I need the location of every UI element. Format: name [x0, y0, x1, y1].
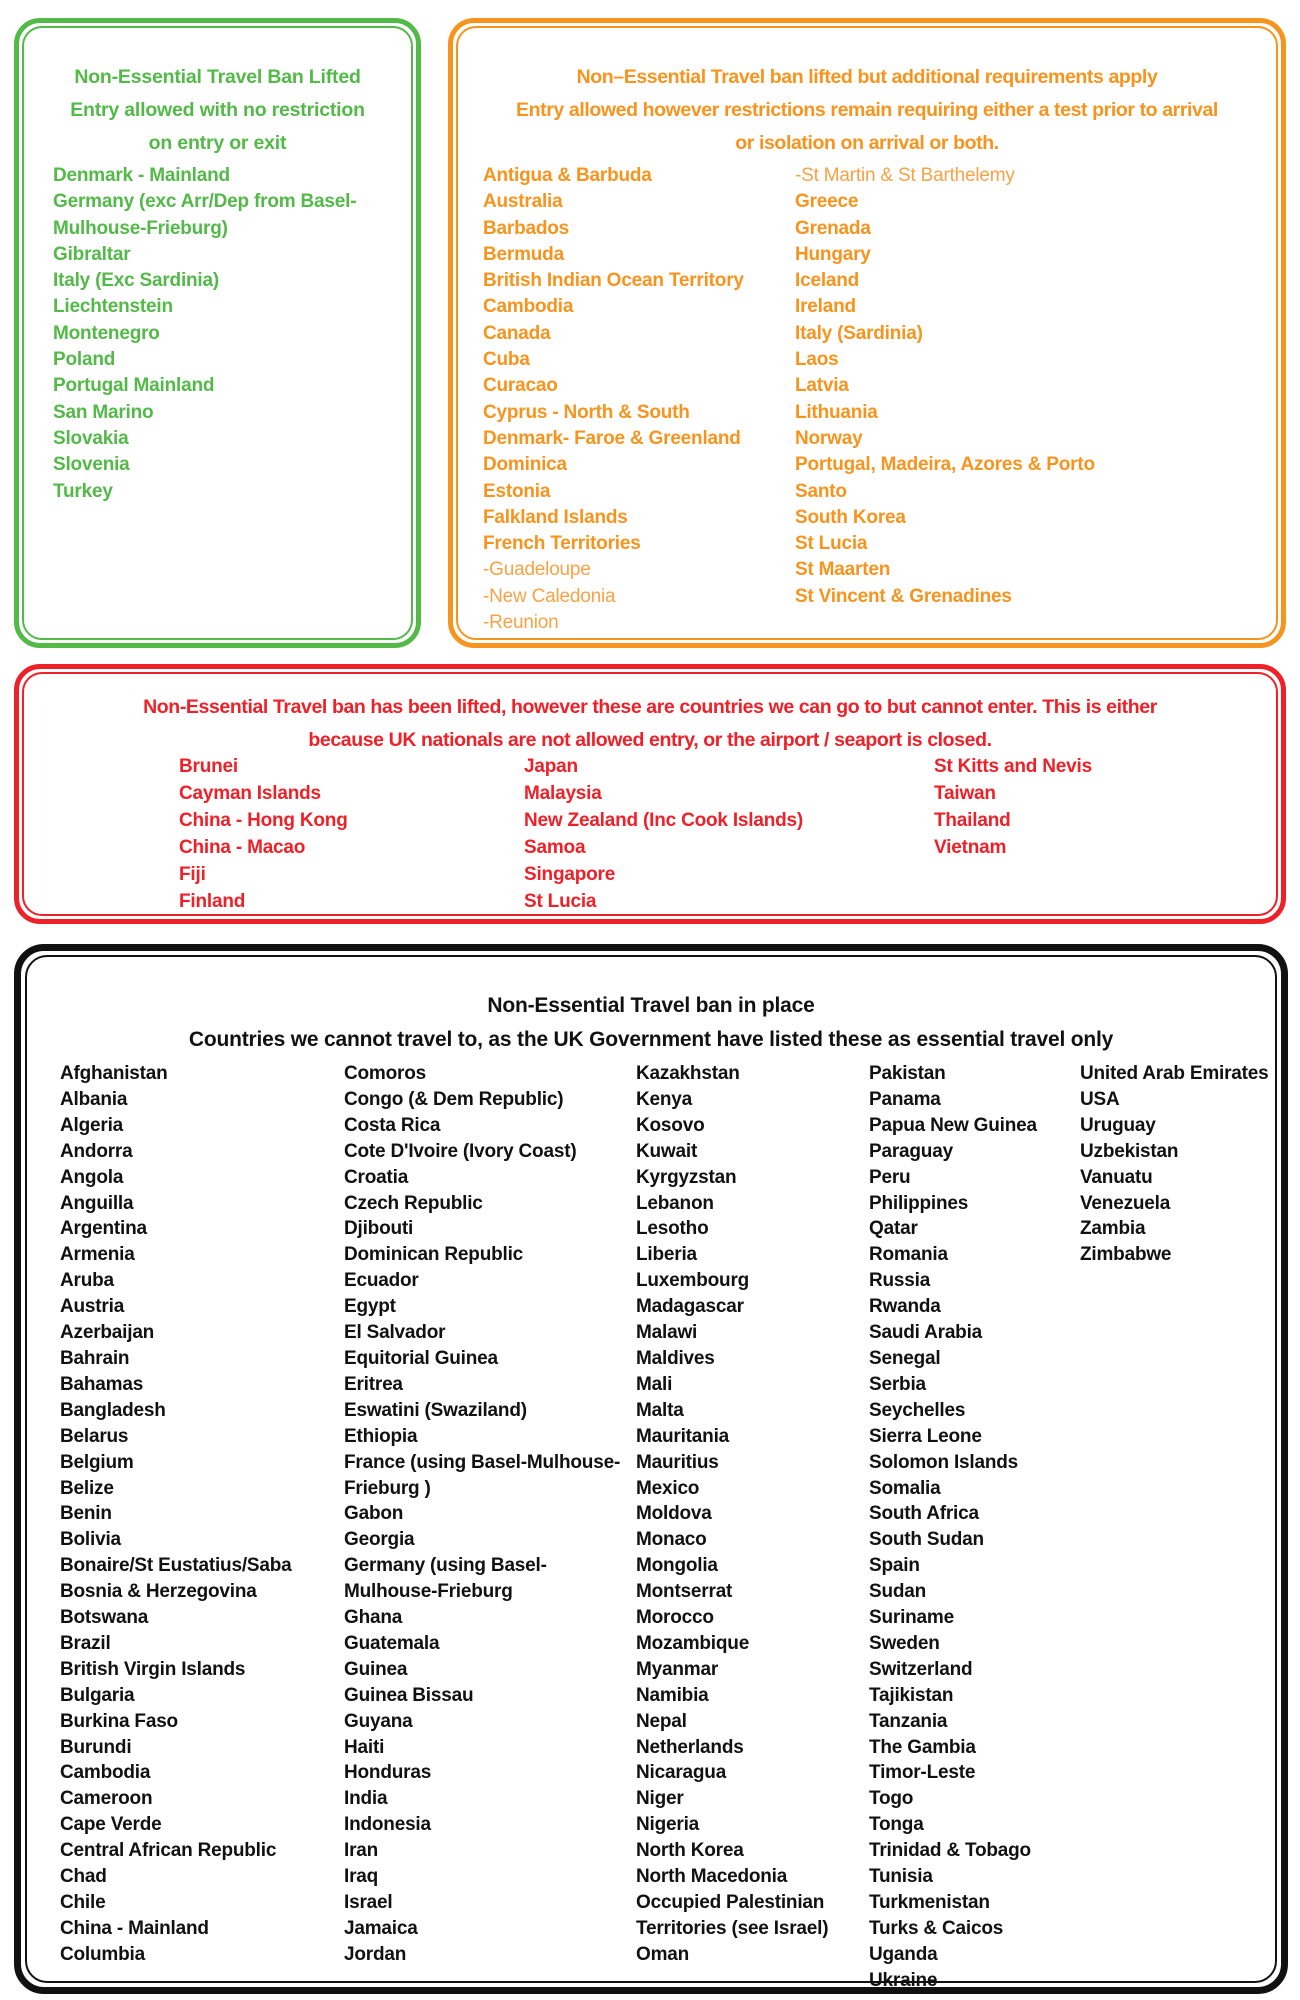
country-item: Maldives — [636, 1347, 715, 1369]
country-item: Dominican Republic — [344, 1244, 524, 1266]
country-item: Bangladesh — [60, 1399, 166, 1421]
country-item: Tanzania — [869, 1710, 948, 1732]
country-item: Suriname — [869, 1607, 954, 1629]
country-item: Angola — [60, 1166, 124, 1188]
country-item: Sweden — [869, 1632, 940, 1654]
country-item: Slovenia — [53, 454, 130, 476]
country-item: Morocco — [636, 1607, 714, 1629]
country-item: Switzerland — [869, 1658, 973, 1680]
country-item: Paraguay — [869, 1140, 953, 1162]
country-item: India — [344, 1788, 388, 1810]
country-item: Norway — [795, 427, 863, 449]
country-item: Italy (Exc Sardinia) — [53, 270, 220, 292]
country-item: Oman — [636, 1943, 690, 1965]
country-item: Latvia — [795, 375, 849, 397]
country-item: China - Hong Kong — [179, 810, 348, 831]
country-item: Guatemala — [344, 1632, 440, 1654]
country-item: Algeria — [60, 1114, 124, 1136]
country-item: South Sudan — [869, 1529, 984, 1551]
country-item: Kazakhstan — [636, 1063, 740, 1084]
country-item: Denmark- Faroe & Greenland — [483, 427, 741, 449]
country-item: Tunisia — [869, 1866, 933, 1888]
country-item: Central African Republic — [60, 1840, 277, 1862]
country-item: Comoros — [344, 1063, 426, 1084]
country-item: Bosnia & Herzegovina — [60, 1581, 257, 1603]
country-item: Lebanon — [636, 1192, 714, 1214]
country-item: Canada — [483, 322, 551, 344]
country-item: Bonaire/St Eustatius/Saba — [60, 1555, 292, 1577]
country-item: Jamaica — [344, 1917, 418, 1939]
country-item: Armenia — [60, 1244, 135, 1266]
country-item: South Korea — [795, 506, 906, 528]
country-item: Mexico — [636, 1477, 700, 1499]
country-item: Timor-Leste — [869, 1762, 976, 1784]
country-item: Belize — [60, 1477, 114, 1499]
country-item: United Arab Emirates — [1080, 1063, 1269, 1084]
country-item: Lithuania — [795, 401, 878, 423]
country-item: St Kitts and Nevis — [934, 756, 1092, 777]
country-item: Aruba — [60, 1270, 114, 1292]
country-item: St Maarten — [795, 559, 891, 581]
country-item: Montenegro — [53, 322, 160, 344]
country-item: Sierra Leone — [869, 1425, 982, 1447]
country-item: Djibouti — [344, 1218, 414, 1240]
country-item: Netherlands — [636, 1736, 744, 1758]
country-item: Poland — [53, 349, 116, 371]
country-item: China - Macao — [179, 837, 306, 858]
country-item: Burundi — [60, 1736, 132, 1758]
country-item: Belgium — [60, 1451, 134, 1473]
orange-title-line-2: Entry allowed however restrictions remain requiring either a test prior to arrival — [516, 99, 1218, 121]
country-item: Panama — [869, 1088, 941, 1110]
country-item: Sudan — [869, 1581, 927, 1603]
country-item: Bermuda — [483, 243, 564, 265]
green-title-line-2: Entry allowed with no restriction — [70, 99, 365, 121]
country-item: Congo (& Dem Republic) — [344, 1088, 564, 1110]
country-item: San Marino — [53, 401, 154, 423]
country-item: Dominica — [483, 454, 567, 476]
country-item: Bolivia — [60, 1529, 121, 1551]
country-item: Russia — [869, 1270, 931, 1292]
country-item: Botswana — [60, 1607, 149, 1629]
country-item: Bahrain — [60, 1347, 130, 1369]
country-item: Turkmenistan — [869, 1892, 990, 1913]
country-item: Thailand — [934, 810, 1011, 831]
country-item: Philippines — [869, 1192, 969, 1214]
country-item: Ireland — [795, 296, 856, 318]
country-item: Gibraltar — [53, 243, 131, 265]
country-item: Israel — [344, 1892, 393, 1913]
country-item: Guinea — [344, 1658, 408, 1680]
country-item: Eswatini (Swaziland) — [344, 1399, 527, 1421]
orange-title-line-1: Non–Essential Travel ban lifted but additional requirements apply — [576, 66, 1158, 88]
country-item: Laos — [795, 349, 839, 371]
country-item: Vietnam — [934, 837, 1007, 858]
country-item: Andorra — [60, 1140, 133, 1162]
country-item: Honduras — [344, 1762, 432, 1784]
country-item: Luxembourg — [636, 1270, 750, 1292]
country-item: Romania — [869, 1244, 948, 1266]
orange-box-title — [453, 61, 1281, 160]
country-item: Mali — [636, 1373, 673, 1395]
country-item: Trinidad & Tobago — [869, 1840, 1031, 1862]
country-item: Venezuela — [1080, 1192, 1171, 1214]
country-item: Portugal, Madeira, Azores & Porto Santo — [795, 454, 1095, 502]
country-item: Columbia — [60, 1943, 145, 1965]
country-item: North Macedonia — [636, 1866, 788, 1888]
country-item: Mongolia — [636, 1555, 718, 1577]
red-country-column-1 — [179, 753, 509, 915]
country-item: Guinea Bissau — [344, 1684, 474, 1706]
country-item: -Reunion — [483, 612, 559, 634]
orange-country-column-1 — [483, 163, 791, 636]
country-item: Germany (using Basel-Mulhouse-Frieburg — [344, 1555, 547, 1603]
country-item: Georgia — [344, 1529, 415, 1551]
country-item: Moldova — [636, 1503, 712, 1525]
red-title-line-2: because UK nationals are not allowed entry, or the airport / seaport is closed. — [308, 729, 992, 751]
country-item: Montserrat — [636, 1581, 733, 1603]
red-box-title — [19, 691, 1281, 757]
country-item: British Indian Ocean Territory — [483, 270, 744, 292]
country-item: Solomon Islands — [869, 1451, 1019, 1473]
country-item: Kuwait — [636, 1140, 698, 1162]
country-item: Singapore — [524, 864, 616, 885]
country-item: Kyrgyzstan — [636, 1166, 737, 1188]
country-item: Brazil — [60, 1632, 111, 1654]
country-item: Mauritius — [636, 1451, 719, 1473]
country-item: Monaco — [636, 1529, 707, 1551]
country-item: Cayman Islands — [179, 783, 321, 804]
black-country-column-5 — [1080, 1061, 1292, 1268]
country-item: Tajikistan — [869, 1684, 954, 1706]
country-item: Curacao — [483, 375, 558, 397]
country-item: Austria — [60, 1296, 125, 1318]
country-item: Myanmar — [636, 1658, 719, 1680]
green-box-title — [19, 61, 416, 160]
country-item: Lesotho — [636, 1218, 709, 1240]
country-item: Ukraine — [869, 1969, 938, 1991]
country-item: Estonia — [483, 480, 551, 502]
country-item: Seychelles — [869, 1399, 966, 1421]
black-country-column-3 — [636, 1061, 876, 1968]
country-item: Ethiopia — [344, 1425, 418, 1447]
country-item: Azerbaijan — [60, 1322, 155, 1344]
country-item: Finland — [179, 891, 246, 912]
country-item: Vanuatu — [1080, 1166, 1153, 1188]
country-item: Eritrea — [344, 1373, 403, 1395]
orange-box-additional-requirements — [448, 18, 1286, 648]
green-title-line-1: Non-Essential Travel Ban Lifted — [74, 66, 361, 88]
country-item: Afghanistan — [60, 1063, 168, 1084]
country-item: Malaysia — [524, 783, 602, 804]
country-item: Mauritania — [636, 1425, 730, 1447]
red-title-line-1: Non-Essential Travel ban has been lifted, however these are countries we can go to but cannot enter. This is either — [143, 696, 1157, 718]
country-item: Uzbekistan — [1080, 1140, 1179, 1162]
country-item: Gabon — [344, 1503, 404, 1525]
country-item: Tonga — [869, 1814, 924, 1836]
country-item: -Guadeloupe — [483, 559, 591, 581]
country-item: Iceland — [795, 270, 860, 292]
country-item: Nicaragua — [636, 1762, 727, 1784]
country-item: Kenya — [636, 1088, 693, 1110]
country-item: Burkina Faso — [60, 1710, 178, 1732]
country-item: Haiti — [344, 1736, 385, 1758]
black-country-column-1 — [60, 1061, 340, 1968]
country-item: Bulgaria — [60, 1684, 135, 1706]
country-item: Cambodia — [60, 1762, 151, 1784]
country-item: Kosovo — [636, 1114, 705, 1136]
country-item: Barbados — [483, 217, 570, 239]
country-item: Namibia — [636, 1684, 709, 1706]
country-item: Cuba — [483, 349, 530, 371]
country-item: Anguilla — [60, 1192, 134, 1214]
country-item: -St Martin & St Barthelemy — [795, 165, 1015, 186]
country-item: Argentina — [60, 1218, 147, 1240]
black-title-line-2: Countries we cannot travel to, as the UK Government have listed these as essential travel only — [188, 1028, 1114, 1051]
country-item: Qatar — [869, 1218, 918, 1240]
country-item: Iraq — [344, 1866, 379, 1888]
country-item: Samoa — [524, 837, 586, 858]
country-item: Hungary — [795, 243, 871, 265]
country-item: Turkey — [53, 480, 113, 502]
country-item: Nigeria — [636, 1814, 700, 1836]
black-country-column-2 — [344, 1061, 629, 1968]
red-country-column-2 — [524, 753, 914, 915]
country-item: British Virgin Islands — [60, 1658, 246, 1680]
country-item: Peru — [869, 1166, 911, 1188]
country-item: Greece — [795, 191, 859, 213]
country-item: New Zealand (Inc Cook Islands) — [524, 810, 804, 831]
country-item: Uganda — [869, 1943, 938, 1965]
green-title-line-3: on entry or exit — [148, 132, 287, 154]
country-item: Belarus — [60, 1425, 129, 1447]
country-item: Albania — [60, 1088, 128, 1110]
red-country-column-3 — [934, 753, 1264, 861]
country-item: Chile — [60, 1892, 106, 1913]
country-item: Guyana — [344, 1710, 413, 1732]
country-item: St Lucia — [524, 891, 597, 912]
country-item: Liberia — [636, 1244, 697, 1266]
country-item: Taiwan — [934, 783, 996, 804]
country-item: Saudi Arabia — [869, 1322, 983, 1344]
country-item: Denmark - Mainland — [53, 165, 230, 186]
country-item: Mozambique — [636, 1632, 750, 1654]
country-item: Croatia — [344, 1166, 409, 1188]
country-item: Cameroon — [60, 1788, 153, 1810]
country-item: Uruguay — [1080, 1114, 1156, 1136]
country-item: USA — [1080, 1088, 1120, 1110]
country-item: Zimbabwe — [1080, 1244, 1172, 1266]
black-box-travel-ban-in-place — [14, 944, 1288, 1994]
country-item: Iran — [344, 1840, 379, 1862]
orange-title-line-3: or isolation on arrival or both. — [735, 132, 999, 154]
red-box-cannot-enter — [14, 664, 1286, 924]
black-title-line-1: Non-Essential Travel ban in place — [487, 994, 815, 1017]
country-item: Papua New Guinea — [869, 1114, 1037, 1136]
country-item: Jordan — [344, 1943, 407, 1965]
black-country-column-4 — [869, 1061, 1074, 1994]
country-item: Antigua & Barbuda — [483, 165, 652, 186]
country-item: Fiji — [179, 864, 206, 885]
country-item: Costa Rica — [344, 1114, 441, 1136]
country-item: Slovakia — [53, 427, 129, 449]
country-item: Liechtenstein — [53, 296, 173, 318]
country-item: Bahamas — [60, 1373, 144, 1395]
country-item: Falkland Islands — [483, 506, 628, 528]
country-item: St Vincent & Grenadines — [795, 585, 1012, 607]
country-item: Senegal — [869, 1347, 941, 1369]
country-item: Cote D'Ivoire (Ivory Coast) — [344, 1140, 577, 1162]
country-item: St Lucia — [795, 533, 868, 555]
country-item: Serbia — [869, 1373, 926, 1395]
country-item: Czech Republic — [344, 1192, 483, 1214]
country-item: Madagascar — [636, 1296, 744, 1318]
country-item: Japan — [524, 756, 578, 777]
country-item: Malta — [636, 1399, 684, 1421]
country-item: Zambia — [1080, 1218, 1146, 1240]
country-item: Togo — [869, 1788, 914, 1810]
country-item: Cape Verde — [60, 1814, 162, 1836]
country-item: Pakistan — [869, 1063, 946, 1084]
orange-country-column-2 — [795, 163, 1105, 610]
country-item: Malawi — [636, 1322, 698, 1344]
country-item: Spain — [869, 1555, 920, 1577]
country-item: Nepal — [636, 1710, 687, 1732]
country-item: Occupied Palestinian Territories (see Israel) — [636, 1892, 829, 1939]
country-item: France (using Basel-Mulhouse-Frieburg ) — [344, 1451, 621, 1499]
country-item: Cambodia — [483, 296, 574, 318]
country-item: Ecuador — [344, 1270, 419, 1292]
country-item: North Korea — [636, 1840, 744, 1862]
country-item: The Gambia — [869, 1736, 976, 1758]
country-item: Rwanda — [869, 1296, 941, 1318]
country-item: Benin — [60, 1503, 112, 1525]
country-item: South Africa — [869, 1503, 979, 1525]
country-item: Egypt — [344, 1296, 396, 1318]
country-item: Australia — [483, 191, 563, 213]
country-item: El Salvador — [344, 1322, 446, 1344]
country-item: Niger — [636, 1788, 684, 1810]
country-item: French Territories — [483, 533, 641, 555]
country-item: Chad — [60, 1866, 107, 1888]
country-item: China - Mainland — [60, 1917, 209, 1939]
country-item: Brunei — [179, 756, 238, 777]
country-item: Cyprus - North & South — [483, 401, 690, 423]
country-item: -New Caledonia — [483, 585, 616, 607]
green-country-list — [53, 163, 395, 505]
country-item: Grenada — [795, 217, 871, 239]
country-item: Ghana — [344, 1607, 403, 1629]
country-item: Equitorial Guinea — [344, 1347, 498, 1369]
country-item: Turks & Caicos — [869, 1917, 1004, 1939]
country-item: Italy (Sardinia) — [795, 322, 923, 344]
black-box-title — [21, 989, 1281, 1057]
country-item: Germany (exc Arr/Dep from Basel-Mulhouse-Frieburg) — [53, 191, 357, 239]
country-item: Portugal Mainland — [53, 375, 215, 397]
country-item: Somalia — [869, 1477, 941, 1499]
green-box-travel-ban-lifted — [14, 18, 421, 648]
country-item: Indonesia — [344, 1814, 431, 1836]
